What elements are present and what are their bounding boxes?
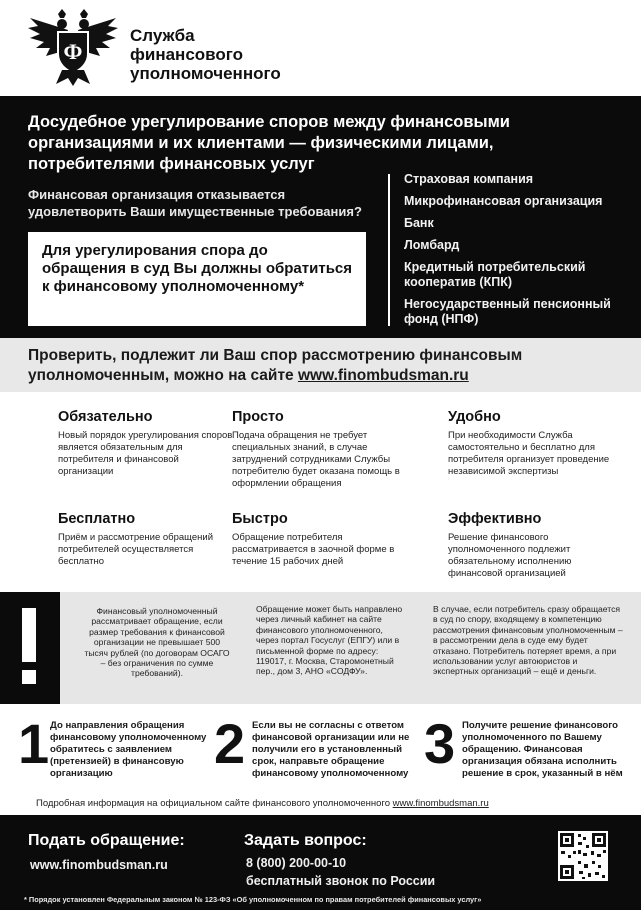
footnote: * Порядок установлен Федеральным законом № 123-ФЗ «Об уполномоченном по правам потребителей финансовых услуг» [24,895,482,904]
page-title: Досудебное урегулирование споров между финансовыми организациями и их клиентами — физическими лицами, потребителями финансовых услуг [28,113,510,173]
feature-text: При необходимости Служба самостоятельно и бесплатно для потребителя организует проведение независимой экспертизы [448,430,610,477]
organization-list [404,172,634,334]
feature-text: Приём и рассмотрение обращений потребителей осуществляется бесплатно [58,532,214,567]
features-grid [0,392,641,592]
step-text: До направления обращения финансовому уполномоченному обратитесь с заявлением (претензией) в финансовую организацию [50,720,207,779]
site-link[interactable]: www.finombudsman.ru [297,367,469,384]
feature-fast [232,510,407,568]
feature-title: Эффективно [448,511,542,527]
step-number: 2 [214,712,246,775]
feature-convenient [448,408,623,478]
check-text [28,346,618,386]
list-item: Кредитный потребительский кооператив (КПК) [404,260,586,289]
list-item: Микрофинансовая организация [404,194,603,208]
feature-free [58,510,233,568]
feature-simple [232,408,407,490]
step-text: Получите решение финансового уполномоченного по Вашему обращению. Финансовая организация обязана исполнить решение в срок, указанный в нём [462,720,623,779]
feature-text: Обращение потребителя рассматривается в заочной форме в течение 15 рабочих дней [232,532,395,567]
notice-court: В случае, если потребитель сразу обращается в суд по спору, входящему в компетенцию рассмотрения финансовым уполномоченным – в рассмотрении дела в суде ему будет отказано. Потребитель потеряет время, а при использовании услуг автоюристов и экспертных организаций – ещё и деньги. [433,604,623,677]
phone-number[interactable]: 8 (800) 200-00-10 [246,856,347,870]
phone-note: бесплатный звонок по России [246,874,436,888]
feature-text: Решение финансового уполномоченного подлежит обязательному исполнению финансовой организацией [448,532,572,579]
org-name-line: финансового [130,45,244,64]
feature-text: Подача обращения не требует специальных знаний, в случае затруднений сотрудниками Службы потребителю будет оказана помощь в оформлении обращения [232,430,400,489]
double-eagle-emblem-icon [28,8,118,88]
step-text: Если вы не согласны с ответом финансовой организации или не получили его в установленный срок, направьте обращение финансовому уполномоченному [252,720,410,779]
refuse-question: Финансовая организация отказывается удовлетворить Ваши имущественные требования? [28,187,362,219]
list-item: Страховая компания [404,172,534,186]
check-text-body: Проверить, подлежит ли Ваш спор рассмотрению финансовым уполномоченным, можно на сайте [28,347,523,384]
feature-title: Бесплатно [58,511,136,527]
site-link[interactable]: www.finombudsman.ru [392,798,489,809]
feature-title: Удобно [448,409,501,425]
notice-limit: Финансовый уполномоченный рассматривает обращение, если размер требования к финансовой организации не превышает 500 тысяч рублей (по договорам ОСАГО – без ограничения по сумме требований). [84,606,230,679]
org-name-line: Служба [130,26,195,45]
ask-heading: Задать вопрос: [244,832,367,849]
qr-code-icon[interactable] [558,831,608,881]
hero-panel [0,96,641,338]
notice-submission: Обращение может быть направлено через личный кабинет на сайте финансового уполномоченного, через портал Госуслуг (ЕПГУ) или в письменной форме по адресу: 119017, г. Москва, Старомонетный пер., дом 3, АНО «СОДФУ». [256,604,403,677]
step-number: 1 [18,712,50,775]
org-name-line: уполномоченного [130,64,281,83]
feature-title: Быстро [232,511,288,527]
feature-text: Новый порядок урегулирования споров является обязательным для потребителя и финансовой организации [58,430,233,477]
feature-effective [448,510,623,580]
list-item: Негосударственный пенсионный фонд (НПФ) [404,297,611,326]
check-band [0,338,641,392]
feature-title: Обязательно [58,409,153,425]
submit-site-link[interactable]: www.finombudsman.ru [30,858,168,872]
divider [388,174,390,326]
steps [0,704,641,814]
svg-text:Ф: Ф [63,39,83,64]
info-text: Подробная информация на официальном сайте финансового уполномоченного [36,798,390,809]
notice-band [0,592,641,704]
step-number: 3 [424,712,456,775]
feature-mandatory [58,408,233,478]
footer [0,815,641,910]
exclamation-icon [0,592,60,704]
submit-heading: Подать обращение: [28,832,185,849]
info-line [36,798,489,809]
list-item: Ломбард [404,238,460,252]
header [0,0,641,96]
list-item: Банк [404,216,434,230]
ombudsman-callout: Для урегулирования спора до обращения в суд Вы должны обратиться к финансовому уполномоченному* [28,232,366,326]
org-name [130,26,281,83]
feature-title: Просто [232,409,284,425]
